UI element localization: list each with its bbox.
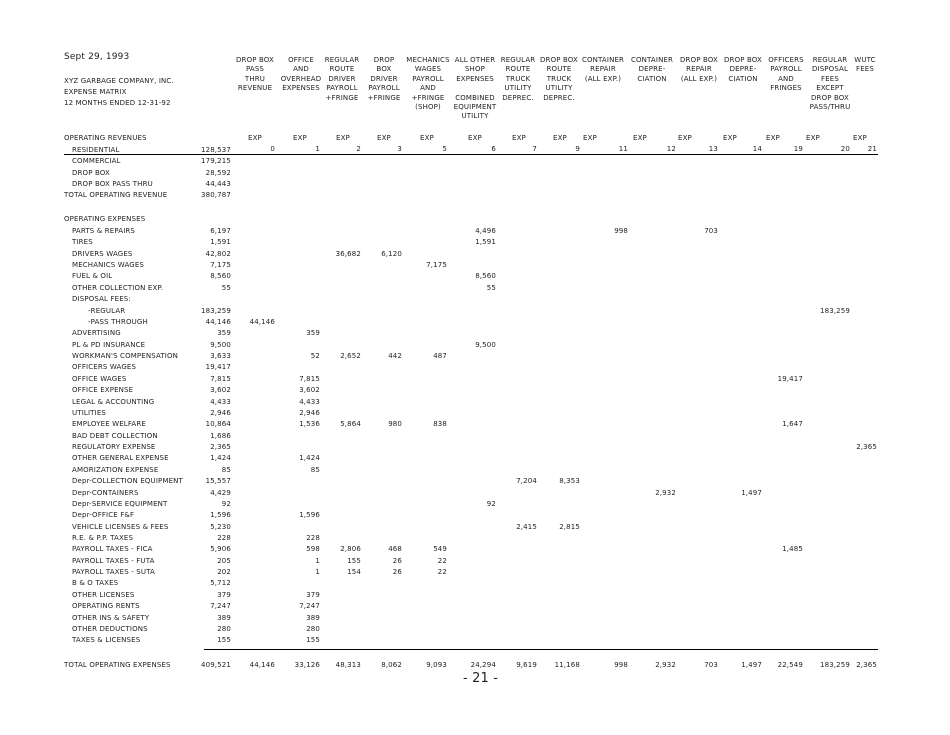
report-date: Sept 29, 1993 — [64, 52, 130, 62]
column-exp-label: EXP — [377, 134, 391, 142]
column-code-number: 9 — [575, 145, 580, 153]
expense-cell: 280 — [306, 624, 320, 633]
expense-total: 155 — [217, 636, 231, 645]
expense-total: 92 — [221, 499, 231, 508]
expense-cell: 19,417 — [777, 374, 803, 383]
expense-total: 42,802 — [205, 249, 231, 258]
revenue-total: 28,592 — [205, 168, 231, 177]
expense-total: 15,557 — [205, 477, 231, 486]
column-header-line: REPAIR — [686, 65, 712, 74]
column-code-number: 12 — [666, 145, 676, 153]
expense-label: EMPLOYEE WELFARE — [72, 420, 146, 429]
expense-label: PL & PD INSURANCE — [72, 340, 146, 349]
expense-label: WORKMAN'S COMPENSATION — [72, 352, 179, 361]
column-header-line: EXPENSES — [456, 74, 494, 83]
expense-total: 280 — [217, 624, 231, 633]
expense-cell: 8,353 — [559, 477, 580, 486]
expense-total: 4,433 — [210, 397, 231, 406]
expense-total: 1,424 — [210, 454, 231, 463]
expense-cell: 1 — [315, 556, 320, 565]
column-exp-label: EXP — [553, 134, 567, 142]
column-header-line: DROP BOX — [811, 93, 849, 102]
expense-label: OPERATING RENTS — [72, 602, 140, 611]
expense-total: 2,946 — [210, 408, 231, 417]
expense-total: 5,712 — [210, 579, 231, 588]
total-rule — [204, 649, 878, 650]
column-header-line: THRU — [244, 74, 266, 83]
operating-revenues-heading: OPERATING REVENUES — [64, 134, 147, 142]
total-expenses-cell: 24,294 — [470, 661, 496, 669]
column-header-line: UTILITY — [461, 112, 489, 121]
expense-total: 1,596 — [210, 511, 231, 520]
column-header-line: FRINGES — [770, 84, 802, 93]
column-header-line: PAYROLL — [412, 74, 444, 83]
column-header-line: REGULAR — [324, 56, 360, 64]
column-header-line: ROUTE — [329, 65, 355, 74]
expense-total: 205 — [217, 556, 231, 565]
column-header-line: UTILITY — [545, 84, 573, 93]
expense-label: FUEL & OIL — [72, 272, 113, 281]
column-header-line: TRUCK — [505, 74, 531, 83]
revenue-total: 128,537 — [201, 146, 231, 154]
header-rule — [64, 154, 878, 155]
expense-cell: 487 — [433, 352, 447, 361]
column-header-line: PAYROLL — [326, 84, 358, 93]
expense-cell: 7,204 — [516, 477, 537, 486]
total-expenses-cell: 8,062 — [381, 661, 402, 669]
expense-total: 19,417 — [205, 363, 231, 372]
expense-cell: 2,365 — [856, 443, 877, 452]
expense-label: PAYROLL TAXES - FICA — [72, 545, 153, 554]
expense-cell: 1,647 — [782, 420, 803, 429]
column-code-number: 0 — [270, 145, 275, 153]
column-header-line: SHOP — [464, 65, 486, 74]
expense-label: OFFICE WAGES — [72, 374, 127, 383]
expense-total: 44,146 — [205, 317, 231, 326]
column-header-line: REVENUE — [237, 84, 273, 93]
expense-cell: 1,591 — [475, 238, 496, 247]
total-expenses-cell: 183,259 — [820, 661, 850, 669]
column-header-line: TRUCK — [546, 74, 572, 83]
expense-total: 9,500 — [210, 340, 231, 349]
expense-cell: 2,932 — [655, 488, 676, 497]
revenue-label: COMMERCIAL — [72, 157, 121, 166]
expense-cell: 2,652 — [340, 352, 361, 361]
report-period: 12 MONTHS ENDED 12-31-92 — [64, 99, 171, 107]
expense-label: PARTS & REPAIRS — [72, 227, 136, 235]
expense-cell: 55 — [486, 283, 496, 292]
expense-total: 202 — [217, 568, 231, 577]
column-header-line: PAYROLL — [368, 84, 400, 93]
column-header-line: COMBINED — [455, 93, 495, 102]
expense-label: R.E. & P.P. TAXES — [72, 533, 134, 542]
expense-total: 359 — [217, 329, 231, 338]
expense-cell: 6,120 — [381, 249, 402, 258]
column-header-line: BOX — [376, 65, 392, 74]
expense-total: 6,197 — [210, 227, 231, 235]
expense-label: ADVERTISING — [72, 329, 121, 338]
expense-cell: 2,415 — [516, 522, 537, 531]
column-header-line: MECHANICS — [406, 56, 450, 64]
expense-label: DISPOSAL FEES: — [72, 295, 131, 304]
column-exp-label: EXP — [633, 134, 647, 142]
expense-cell: 7,247 — [299, 602, 320, 611]
column-header-line: WUTC — [854, 56, 876, 64]
expense-total: 3,602 — [210, 386, 231, 395]
column-header-line: ALL OTHER — [454, 56, 496, 64]
expense-cell: 379 — [306, 590, 320, 599]
column-exp-label: EXP — [678, 134, 692, 142]
column-header-line: DEPREC. — [543, 93, 575, 102]
expense-cell: 85 — [310, 465, 320, 474]
expense-cell: 1,424 — [299, 454, 320, 463]
expense-label: -REGULAR — [88, 306, 126, 315]
revenue-total: 44,443 — [205, 180, 231, 189]
expense-label: MECHANICS WAGES — [72, 261, 145, 270]
expense-total: 7,815 — [210, 374, 231, 383]
column-code-number: 20 — [840, 145, 850, 153]
total-expenses-label: TOTAL OPERATING EXPENSES — [64, 661, 171, 669]
expense-cell: 549 — [433, 545, 447, 554]
revenue-label: DROP BOX PASS THRU — [72, 180, 153, 189]
total-expenses-cell: 11,168 — [554, 661, 580, 669]
expense-label: OTHER LICENSES — [72, 590, 135, 599]
column-header-line: REGULAR — [500, 56, 536, 64]
expense-total: 8,560 — [210, 272, 231, 281]
column-header-line: DROP — [373, 56, 395, 64]
expense-label: TIRES — [72, 238, 93, 247]
column-header-line: (ALL EXP.) — [584, 74, 622, 83]
total-expenses-cell: 9,619 — [516, 661, 537, 669]
column-code-number: 6 — [491, 145, 496, 153]
expense-cell: 1,536 — [299, 420, 320, 429]
column-code-number: 14 — [752, 145, 762, 153]
column-exp-label: EXP — [293, 134, 307, 142]
expense-cell: 2,806 — [340, 545, 361, 554]
expense-cell: 838 — [433, 420, 447, 429]
column-header-line: DROP BOX — [236, 56, 274, 64]
column-header-line: +FRINGE — [367, 93, 401, 102]
column-header-line: DROP BOX — [680, 56, 718, 64]
expense-label: OFFICERS WAGES — [72, 363, 137, 372]
column-exp-label: EXP — [420, 134, 434, 142]
expense-cell: 1 — [315, 568, 320, 577]
expense-total: 85 — [221, 465, 231, 474]
expense-label: TAXES & LICENSES — [72, 636, 141, 645]
expense-label: AMORIZATION EXPENSE — [72, 465, 159, 474]
column-exp-label: EXP — [766, 134, 780, 142]
column-exp-label: EXP — [512, 134, 526, 142]
expense-cell: 5,864 — [340, 420, 361, 429]
expense-cell: 1,596 — [299, 511, 320, 520]
expense-total: 7,175 — [210, 261, 231, 270]
expense-label: UTILITIES — [72, 408, 106, 417]
column-header-line: (SHOP) — [415, 103, 441, 111]
expense-cell: 92 — [486, 499, 496, 508]
expense-cell: 703 — [704, 227, 718, 235]
column-header-line: AND — [778, 74, 794, 83]
column-exp-label: EXP — [853, 134, 867, 142]
column-header-line: DISPOSAL — [811, 65, 849, 74]
expense-cell: 998 — [614, 227, 628, 235]
total-expenses-cell: 44,146 — [249, 661, 275, 669]
column-header-line: WAGES — [414, 65, 442, 74]
column-header-line: AND — [420, 84, 436, 93]
column-code-number: 2 — [356, 145, 361, 153]
total-expenses-cell: 998 — [614, 661, 628, 669]
revenue-label: TOTAL OPERATING REVENUE — [64, 191, 168, 200]
expense-cell: 468 — [388, 545, 402, 554]
expense-total: 5,906 — [210, 545, 231, 554]
expense-label: BAD DEBT COLLECTION — [72, 431, 158, 440]
expense-cell: 22 — [437, 556, 447, 565]
column-header-line: DEPRE- — [638, 65, 666, 74]
expense-cell: 26 — [392, 556, 402, 565]
expense-cell: 44,146 — [249, 317, 275, 326]
column-exp-label: EXP — [806, 134, 820, 142]
expense-cell: 7,815 — [299, 374, 320, 383]
column-header-line: PAYROLL — [770, 65, 802, 74]
expense-cell: 26 — [392, 568, 402, 577]
expense-label: Depr-OFFICE F&F — [72, 511, 135, 520]
column-exp-label: EXP — [723, 134, 737, 142]
expense-cell: 2,815 — [559, 522, 580, 531]
expense-cell: 4,496 — [475, 227, 496, 235]
column-header-line: OVERHEAD — [280, 74, 322, 83]
expense-cell: 52 — [310, 352, 320, 361]
column-header-line: FEES — [856, 65, 874, 74]
expense-total: 228 — [217, 533, 231, 542]
column-code-number: 1 — [315, 145, 320, 153]
revenue-label: DROP BOX — [72, 168, 110, 177]
column-code-number: 13 — [708, 145, 718, 153]
column-header-line: FEES — [821, 74, 839, 83]
column-header-line: REPAIR — [590, 65, 616, 74]
total-expenses-cell: 703 — [704, 661, 718, 669]
expense-label: OTHER DEDUCTIONS — [72, 624, 148, 633]
column-header-line: DRIVER — [328, 74, 356, 83]
expense-label: LEGAL & ACCOUNTING — [72, 397, 155, 406]
expense-cell: 598 — [306, 545, 320, 554]
column-exp-label: EXP — [336, 134, 350, 142]
expense-cell: 980 — [388, 420, 402, 429]
revenue-total: 380,787 — [201, 191, 231, 200]
column-header-line: AND — [293, 65, 309, 74]
total-expenses-cell: 48,313 — [335, 661, 361, 669]
expense-cell: 228 — [306, 533, 320, 542]
revenue-label: RESIDENTIAL — [72, 146, 120, 154]
column-header-line: ROUTE — [505, 65, 531, 74]
column-code-number: 7 — [532, 145, 537, 153]
column-header-line: CIATION — [637, 74, 667, 83]
column-header-line: ROUTE — [546, 65, 572, 74]
expense-label: DRIVERS WAGES — [72, 249, 133, 258]
column-header-line: DROP BOX — [724, 56, 762, 64]
column-code-number: 19 — [793, 145, 803, 153]
column-header-line: DEPREC. — [502, 93, 534, 102]
revenue-total: 179,215 — [201, 157, 231, 166]
column-header-line: CONTAINER — [581, 56, 625, 64]
expense-cell: 183,259 — [820, 306, 850, 315]
column-code-number: 11 — [618, 145, 628, 153]
total-expenses-cell: 22,549 — [777, 661, 803, 669]
company-name: XYZ GARBAGE COMPANY, INC. — [64, 77, 174, 85]
expense-cell: 155 — [306, 636, 320, 645]
expense-label: Depr-SERVICE EQUIPMENT — [72, 499, 168, 508]
column-code-number: 5 — [442, 145, 447, 153]
expense-label: PAYROLL TAXES - FUTA — [72, 556, 155, 565]
column-header-line: EXCEPT — [816, 84, 844, 93]
expense-cell: 36,682 — [335, 249, 361, 258]
operating-expenses-heading: OPERATING EXPENSES — [64, 215, 146, 223]
column-header-line: CIATION — [728, 74, 758, 83]
column-exp-label: EXP — [468, 134, 482, 142]
column-header-line: CONTAINER — [630, 56, 674, 64]
expense-label: OTHER GENERAL EXPENSE — [72, 454, 169, 463]
expense-total: 10,864 — [205, 420, 231, 429]
expense-total: 3,633 — [210, 352, 231, 361]
column-header-line: DROP BOX — [540, 56, 578, 64]
expense-cell: 154 — [347, 568, 361, 577]
expense-label: PAYROLL TAXES - SUTA — [72, 568, 155, 577]
column-exp-label: EXP — [248, 134, 262, 142]
expense-cell: 155 — [347, 556, 361, 565]
total-expenses-cell: 33,126 — [294, 661, 320, 669]
expense-total: 1,686 — [210, 431, 231, 440]
expense-total: 5,230 — [210, 522, 231, 531]
expense-total: 7,247 — [210, 602, 231, 611]
column-code-number: 3 — [397, 145, 402, 153]
expense-total: 55 — [221, 283, 231, 292]
expense-label: B & O TAXES — [72, 579, 119, 588]
expense-label: REGULATORY EXPENSE — [72, 443, 156, 452]
expense-cell: 8,560 — [475, 272, 496, 281]
expense-cell: 2,946 — [299, 408, 320, 417]
column-header-line: PASS/THRU — [809, 103, 851, 111]
expense-label: Depr-CONTAINERS — [72, 488, 139, 497]
column-header-line: OFFICERS — [768, 56, 804, 64]
column-header-line: DEPRE- — [729, 65, 757, 74]
page-number: - 21 - — [463, 671, 499, 686]
expense-cell: 9,500 — [475, 340, 496, 349]
total-expenses-cell: 9,093 — [426, 661, 447, 669]
total-expenses-total: 409,521 — [201, 661, 231, 669]
total-expenses-cell: 2,932 — [655, 661, 676, 669]
expense-total: 379 — [217, 590, 231, 599]
expense-label: Depr-COLLECTION EQUIPMENT — [72, 477, 183, 486]
total-expenses-cell: 2,365 — [856, 661, 877, 669]
column-header-line: PASS — [245, 65, 265, 74]
expense-total: 183,259 — [201, 306, 231, 315]
expense-label: VEHICLE LICENSES & FEES — [72, 522, 169, 531]
expense-total: 1,591 — [210, 238, 231, 247]
expense-cell: 1,497 — [741, 488, 762, 497]
expense-label: OTHER COLLECTION EXP. — [72, 283, 164, 292]
column-header-line: EQUIPMENT — [453, 103, 497, 111]
column-code-number: 21 — [867, 145, 877, 153]
column-exp-label: EXP — [583, 134, 597, 142]
expense-total: 2,365 — [210, 443, 231, 452]
column-header-line: DRIVER — [370, 74, 398, 83]
expense-total: 389 — [217, 613, 231, 622]
expense-label: OFFICE EXPENSE — [72, 386, 134, 395]
expense-label: -PASS THROUGH — [88, 317, 148, 326]
column-header-line: UTILITY — [504, 84, 532, 93]
expense-cell: 3,602 — [299, 386, 320, 395]
column-header-line: REGULAR — [812, 56, 848, 64]
expense-cell: 7,175 — [426, 261, 447, 270]
column-header-line: OFFICE — [288, 56, 314, 64]
expense-cell: 22 — [437, 568, 447, 577]
expense-total: 4,429 — [210, 488, 231, 497]
report-title: EXPENSE MATRIX — [64, 88, 127, 96]
column-header-line: +FRINGE — [411, 93, 445, 102]
total-expenses-cell: 1,497 — [741, 661, 762, 669]
expense-cell: 4,433 — [299, 397, 320, 406]
column-header-line: EXPENSES — [282, 84, 320, 93]
expense-cell: 442 — [388, 352, 402, 361]
column-header-line: (ALL EXP.) — [680, 74, 718, 83]
expense-cell: 389 — [306, 613, 320, 622]
expense-label: OTHER INS & SAFETY — [72, 613, 150, 622]
column-header-line: +FRINGE — [325, 93, 359, 102]
expense-cell: 1,485 — [782, 545, 803, 554]
expense-cell: 359 — [306, 329, 320, 338]
